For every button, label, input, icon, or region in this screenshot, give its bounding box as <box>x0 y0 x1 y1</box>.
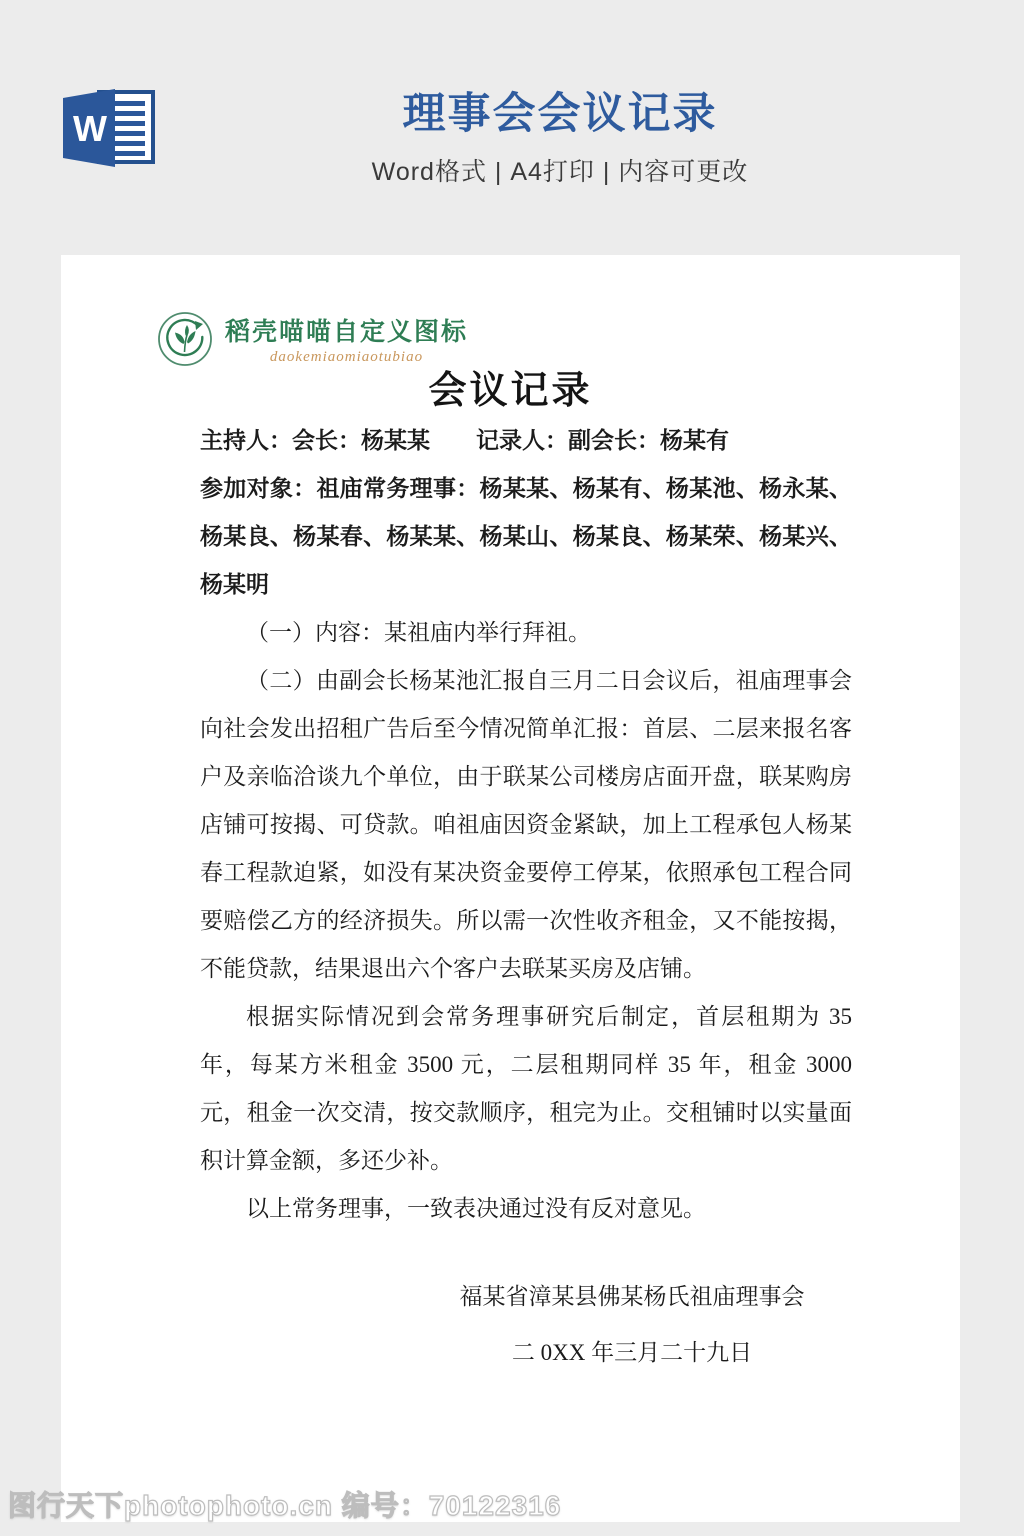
banner-title: 理事会会议记录 <box>402 90 718 138</box>
doc-title: 会议记录 <box>428 370 593 412</box>
logo-texts <box>225 311 468 366</box>
logo-romanized: daokemiaomiaotubiao <box>269 348 424 365</box>
signature-date: 二 0XX 年三月二十九日 <box>511 1340 753 1365</box>
banner-text <box>96 91 1024 188</box>
meta-line-host-recorder: 主持人：会长：杨某某 记录人：副会长：杨某有 <box>200 428 729 453</box>
signature-block <box>412 1269 852 1381</box>
paragraph-1: （一）内容：某祖庙内举行拜祖。 <box>246 620 591 645</box>
paragraph-2: （二）由副会长杨某池汇报自三月二日会议后，祖庙理事会向社会发出招租广告后至今情况简单汇报：首层、二层来报名客户及亲临洽谈九个单位，由于联某公司楼房店面开盘，联某购房店铺可按揭、可贷款。咱祖庙因资金紧缺，加上工程承包人杨某春工程款迫紧，如没有某决资金要停工停某，依照承包工程合同要赔偿乙方的经济损失。所以需一次性收齐租金，又不能按揭，不能贷款，结果退出六个客户去联某买房及店铺。 <box>200 668 852 981</box>
doc-content <box>200 417 852 1381</box>
signature-org: 福某省漳某县佛某杨氏祖庙理事会 <box>459 1284 805 1309</box>
banner <box>0 0 1024 255</box>
svg-text:W: W <box>73 108 107 149</box>
watermark: 图行天下photophoto.cn 编号：70122316 <box>8 1490 562 1521</box>
logo-name: 稻壳喵喵自定义图标 <box>225 318 469 346</box>
paragraph-3: 根据实际情况到会常务理事研究后制定，首层租期为 35 年，每某方米租金 3500 元，二层租期同样 35 年，租金 3000 元，租金一次交清，按交款顺序，租完为止。交租铺时以实量面积计算金额，多还少补。 <box>200 1004 852 1173</box>
document-page <box>61 255 960 1522</box>
paragraph-4: 以上常务理事，一致表决通过没有反对意见。 <box>246 1196 706 1221</box>
meta-line-participants: 参加对象：祖庙常务理事：杨某某、杨某有、杨某池、杨永某、杨某良、杨某春、杨某某、杨某山、杨某良、杨某荣、杨某兴、杨某明 <box>200 476 852 597</box>
banner-subtitle: Word格式 | A4打印 | 内容可更改 <box>371 158 749 187</box>
